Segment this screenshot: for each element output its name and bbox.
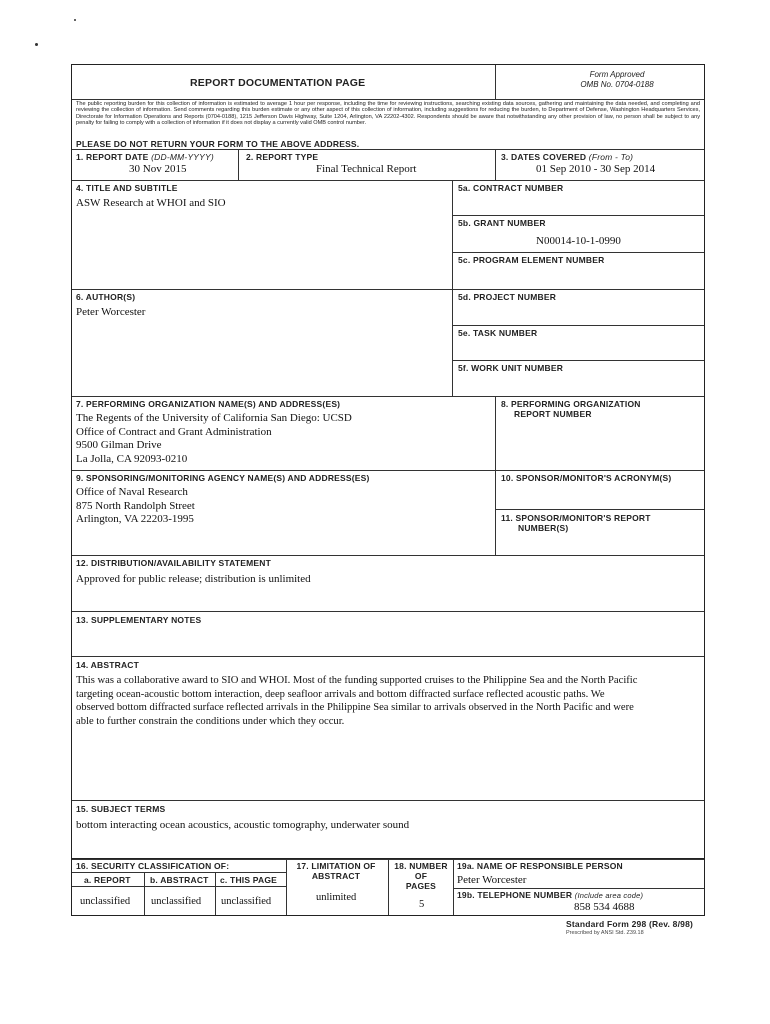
abstract-line: targeting ocean-acoustic bottom interaction, deep seafloor arrivals and bottom diffracted surface reflected acoustic paths. We bbox=[76, 688, 605, 700]
project-number-label: 5d. PROJECT NUMBER bbox=[458, 292, 557, 302]
label-line: OF bbox=[414, 871, 428, 881]
abstract-line: able to further constrain the conditions under which they occur. bbox=[76, 715, 345, 727]
abstract-text bbox=[76, 674, 637, 728]
authors-value: Peter Worcester bbox=[76, 306, 146, 318]
approval-line: Form Approved bbox=[589, 70, 645, 79]
form-title: REPORT DOCUMENTATION PAGE bbox=[190, 77, 366, 89]
label-line: 8. PERFORMING ORGANIZATION bbox=[501, 399, 641, 409]
omb-approval bbox=[542, 70, 692, 90]
report-date-label: 1. REPORT DATE (DD-MM-YYYY) bbox=[76, 152, 214, 162]
dates-covered-label: 3. DATES COVERED (From - To) bbox=[501, 152, 634, 162]
sponsoring-agency-label: 9. SPONSORING/MONITORING AGENCY NAME(S) AND ADDRESS(ES) bbox=[76, 473, 370, 483]
prescribed-note: Prescribed by ANSI Std. Z39.18 bbox=[566, 930, 644, 936]
abstract-line: observed bottom diffracted surface reflected arrivals in the Philippine Sea similar to arrivals observed in the North Pacific and were bbox=[76, 702, 634, 713]
sponsoring-agency-address bbox=[76, 486, 195, 527]
limitation-label bbox=[290, 861, 382, 881]
report-class-label: a. REPORT bbox=[84, 875, 131, 885]
distribution-value: Approved for public release; distribution is unlimited bbox=[76, 573, 311, 585]
grant-number-label: 5b. GRANT NUMBER bbox=[458, 218, 546, 228]
abstract-class-value: unclassified bbox=[151, 896, 202, 907]
address-line: 875 North Randolph Street bbox=[76, 499, 195, 512]
form-id: Standard Form 298 (Rev. 8/98) bbox=[566, 919, 694, 929]
report-class-value: unclassified bbox=[80, 896, 131, 907]
program-element-label: 5c. PROGRAM ELEMENT NUMBER bbox=[458, 255, 605, 265]
sponsor-acronym-label: 10. SPONSOR/MONITOR'S ACRONYM(S) bbox=[501, 473, 672, 483]
label-line: ABSTRACT bbox=[311, 871, 361, 881]
address-line: Arlington, VA 22203-1995 bbox=[76, 513, 194, 525]
report-type-value: Final Technical Report bbox=[316, 163, 417, 175]
abstract-line: This was a collaborative award to SIO and WHOI. Most of the funding supported cruises to the Philippine Sea and the North Pacific bbox=[76, 675, 638, 686]
performing-org-label: 7. PERFORMING ORGANIZATION NAME(S) AND ADDRESS(ES) bbox=[76, 399, 341, 409]
telephone-value: 858 534 4688 bbox=[574, 901, 635, 913]
return-warning: PLEASE DO NOT RETURN YOUR FORM TO THE ABOVE ADDRESS. bbox=[76, 139, 360, 149]
pages-label bbox=[390, 861, 452, 891]
label-line: 17. LIMITATION OF bbox=[296, 861, 376, 871]
page-class-value: unclassified bbox=[221, 896, 272, 907]
dates-covered-value: 01 Sep 2010 - 30 Sep 2014 bbox=[536, 163, 656, 175]
address-line: The Regents of the University of California San Diego: UCSD bbox=[76, 412, 352, 424]
address-line: La Jolla, CA 92093-0210 bbox=[76, 452, 188, 465]
label-line: PAGES bbox=[405, 881, 437, 891]
scan-speck bbox=[35, 43, 38, 46]
page-class-label: c. THIS PAGE bbox=[220, 875, 278, 885]
abstract-class-label: b. ABSTRACT bbox=[150, 875, 209, 885]
address-line: Office of Contract and Grant Administration bbox=[76, 425, 272, 438]
task-number-label: 5e. TASK NUMBER bbox=[458, 328, 538, 338]
grant-number-value: N00014-10-1-0990 bbox=[536, 235, 621, 247]
label-line: REPORT NUMBER bbox=[514, 409, 592, 419]
supplementary-label: 13. SUPPLEMENTARY NOTES bbox=[76, 615, 202, 625]
subject-terms-value: bottom interacting ocean acoustics, acoustic tomography, underwater sound bbox=[76, 819, 410, 831]
performing-report-label bbox=[501, 399, 641, 419]
burden-notice: The public reporting burden for this collection of information is estimated to average 1 hour per response, including the time for reviewing instructions, searching existing data sources, gathering and maintaining the data needed, and completing and reviewing the collection of information. Send comments regarding this burden estimate or any other aspect of this collection of information, including suggestions for reducing the burden, to Department of Defense, Washington Headquarters Services, Directorate for Information Operations and Reports (0704-0188), 1215 Jefferson Davis Highway, Suite 1204, Arlington, VA 22202-4302. Respondents should be aware that notwithstanding any other provision of law, no person shall be subject to any penalty for failing to comply with a collection of information if it does not display a currently valid OMB control number. bbox=[76, 101, 700, 126]
authors-label: 6. AUTHOR(S) bbox=[76, 292, 136, 302]
security-label: 16. SECURITY CLASSIFICATION OF: bbox=[76, 861, 230, 871]
sponsor-report-label bbox=[501, 513, 651, 533]
work-unit-label: 5f. WORK UNIT NUMBER bbox=[458, 363, 564, 373]
scan-speck bbox=[74, 19, 76, 21]
limitation-value: unlimited bbox=[316, 892, 357, 903]
abstract-label: 14. ABSTRACT bbox=[76, 660, 140, 670]
performing-org-address bbox=[76, 412, 352, 466]
pages-value: 5 bbox=[419, 899, 425, 910]
responsible-person-label: 19a. NAME OF RESPONSIBLE PERSON bbox=[457, 861, 623, 871]
telephone-label: 19b. TELEPHONE NUMBER (Include area code) bbox=[457, 890, 644, 900]
responsible-person-value: Peter Worcester bbox=[457, 874, 527, 886]
report-date-value: 30 Nov 2015 bbox=[129, 163, 187, 175]
classification-section bbox=[71, 858, 705, 916]
label-line: 11. SPONSOR/MONITOR'S REPORT bbox=[501, 513, 651, 523]
subject-terms-label: 15. SUBJECT TERMS bbox=[76, 804, 166, 814]
label-line: NUMBER(S) bbox=[518, 523, 569, 533]
distribution-label: 12. DISTRIBUTION/AVAILABILITY STATEMENT bbox=[76, 558, 271, 568]
title-label: 4. TITLE AND SUBTITLE bbox=[76, 183, 178, 193]
address-line: 9500 Gilman Drive bbox=[76, 439, 162, 451]
address-line: Office of Naval Research bbox=[76, 486, 188, 498]
report-type-label: 2. REPORT TYPE bbox=[246, 152, 319, 162]
omb-number: OMB No. 0704-0188 bbox=[580, 80, 654, 89]
title-value: ASW Research at WHOI and SIO bbox=[76, 197, 226, 209]
report-documentation-form bbox=[71, 64, 705, 860]
label-line: 18. NUMBER bbox=[394, 861, 448, 871]
contract-number-label: 5a. CONTRACT NUMBER bbox=[458, 183, 564, 193]
